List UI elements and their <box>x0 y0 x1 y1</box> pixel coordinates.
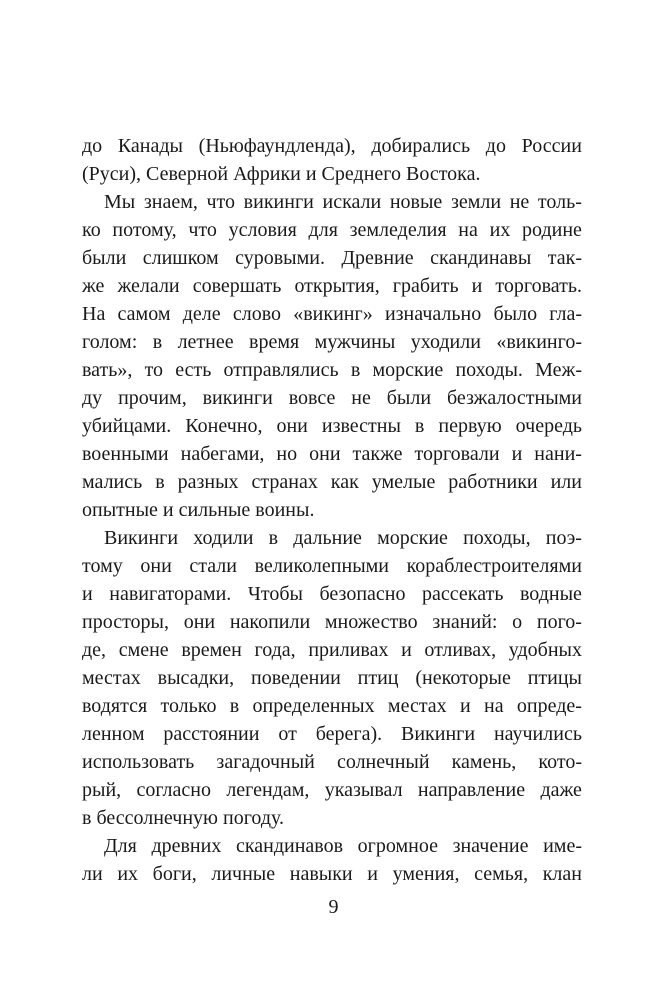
text-line: Для древних скандинавов огромное значение име- <box>104 835 582 857</box>
text-line: же желали совершать открытия, грабить и торговать. <box>82 275 582 297</box>
text-line: ко потому, что условия для земледелия на их родине <box>82 219 582 241</box>
page-number: 9 <box>328 896 339 918</box>
text-line: и навигаторами. Чтобы безопасно рассекать водные <box>82 583 582 605</box>
text-line: использовать загадочный солнечный камень, кото- <box>82 751 582 773</box>
text-line: голом: в летнее время мужчины уходили «викинго- <box>82 331 582 353</box>
text-line: военными набегами, но они также торговали и нани- <box>82 443 582 465</box>
text-line: ленном расстоянии от берега). Викинги научились <box>82 723 582 745</box>
text-line: до Канады (Ньюфаундленда), добирались до России <box>82 135 582 157</box>
text-line: На самом деле слово «викинг» изначально было гла- <box>82 303 582 325</box>
text-line: местах высадки, поведении птиц (некоторые птицы <box>82 667 582 689</box>
text-line: были слишком суровыми. Древние скандинавы так- <box>82 247 582 269</box>
text-line: вать», то есть отправлялись в морские походы. Меж- <box>82 359 582 381</box>
text-line: ли их боги, личные навыки и умения, семья, клан <box>82 863 582 885</box>
text-line: рый, согласно легендам, указывал направление даже <box>82 779 582 801</box>
body-text <box>82 132 582 888</box>
text-line: Мы знаем, что викинги искали новые земли не толь- <box>104 191 582 213</box>
paragraph <box>82 524 582 832</box>
text-line: водятся только в определенных местах и на опреде- <box>82 695 582 717</box>
paragraph <box>82 132 582 188</box>
text-line: (Руси), Северной Африки и Среднего Востока. <box>82 163 481 185</box>
text-line: просторы, они накопили множество знаний: о пого- <box>82 611 582 633</box>
text-line: мались в разных странах как умелые работники или <box>82 471 582 493</box>
text-line: Викинги ходили в дальние морские походы, поэ- <box>104 527 582 549</box>
text-line: опытные и сильные воины. <box>82 499 315 521</box>
text-line: де, смене времен года, приливах и отливах, удобных <box>82 639 582 661</box>
text-line: в бессолнечную погоду. <box>82 807 284 829</box>
text-line: убийцами. Конечно, они известны в первую очередь <box>82 415 582 437</box>
paragraph <box>82 188 582 524</box>
text-line: ду прочим, викинги вовсе не были безжалостными <box>82 387 582 409</box>
text-line: тому они стали великолепными кораблестроителями <box>82 555 582 577</box>
paragraph <box>82 832 582 888</box>
